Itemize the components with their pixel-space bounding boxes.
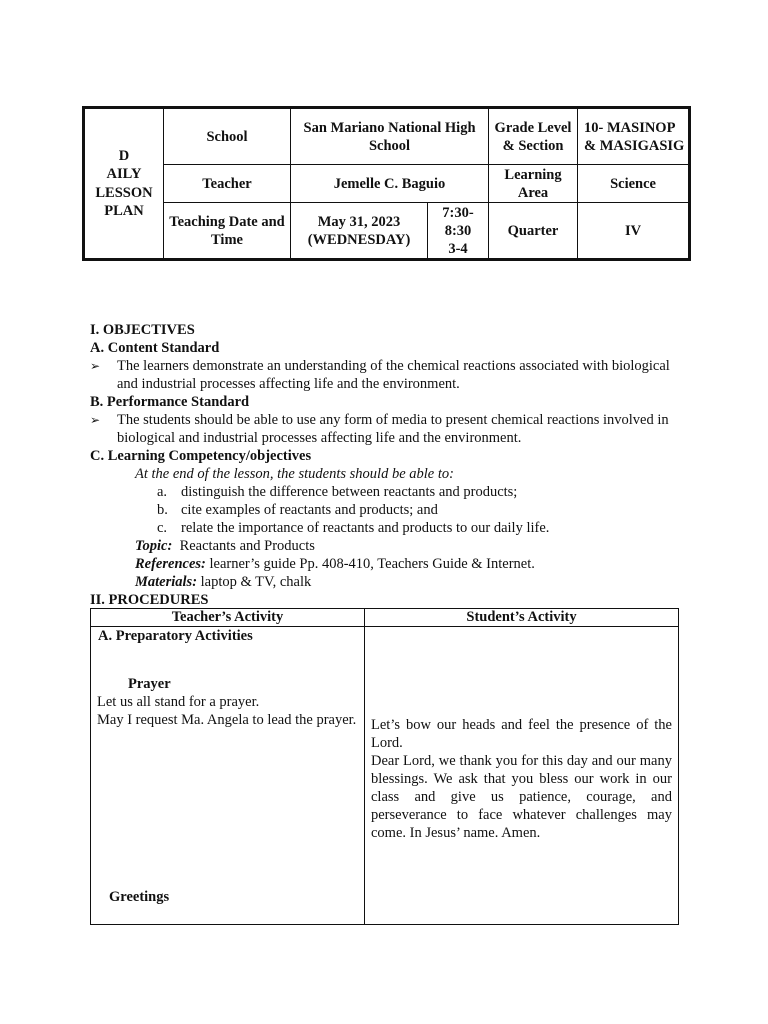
grade-level-value: 10- MASINOP & MASIGASIG bbox=[578, 108, 690, 165]
arrow-bullet-icon: ➢ bbox=[90, 359, 101, 373]
teacher-prayer-request: May I request Ma. Angela to lead the prayer. bbox=[97, 712, 357, 728]
materials-line: Materials: laptop & TV, chalk bbox=[135, 574, 312, 590]
student-prayer-intro: Let’s bow our heads and feel the presence of the Lord. bbox=[371, 717, 672, 751]
performance-standard-item: ➢ The students should be able to use any form of media to present chemical reactions involved in biological and industrial processes affecting life and the environment. bbox=[90, 412, 669, 446]
procedures-table bbox=[90, 608, 679, 925]
objectives-section bbox=[90, 321, 680, 609]
list-item: a. distinguish the difference between reactants and products; bbox=[157, 484, 518, 500]
content-standard-heading: A. Content Standard bbox=[90, 340, 220, 356]
quarter-value: IV bbox=[578, 203, 690, 260]
list-item: c. relate the importance of reactants and products to our daily life. bbox=[157, 520, 550, 536]
school-label: School bbox=[164, 108, 291, 165]
teaching-date-label: Teaching Date and Time bbox=[164, 203, 291, 260]
student-prayer-text: Dear Lord, we thank you for this day and our many blessings. We ask that you bless our work in our class and give us patience, courage, and perseverance to face whatever challenges may come. In Jesus’ name. Amen. bbox=[371, 753, 672, 841]
preparatory-activities-heading: A. Preparatory Activities bbox=[98, 628, 253, 644]
teaching-date-value: May 31, 2023 (WEDNESDAY) bbox=[291, 203, 428, 260]
learning-area-value: Science bbox=[578, 165, 690, 203]
topic-line: Topic: Reactants and Products bbox=[135, 538, 315, 554]
daily-lesson-plan-title: D AILY LESSON PLAN bbox=[84, 108, 164, 260]
teacher-activity-header: Teacher’s Activity bbox=[91, 609, 365, 627]
learning-area-label: Learning Area bbox=[489, 165, 578, 203]
learning-competency-heading: C. Learning Competency/objectives bbox=[90, 448, 312, 464]
list-item: b. cite examples of reactants and products; and bbox=[157, 502, 438, 518]
procedures-heading: II. PROCEDURES bbox=[90, 592, 209, 608]
lesson-plan-header-table bbox=[82, 106, 691, 261]
student-activity-header: Student’s Activity bbox=[365, 609, 679, 627]
prayer-heading: Prayer bbox=[128, 676, 171, 692]
student-activity-cell bbox=[365, 627, 679, 925]
teacher-label: Teacher bbox=[164, 165, 291, 203]
greetings-heading: Greetings bbox=[109, 889, 170, 905]
quarter-label: Quarter bbox=[489, 203, 578, 260]
grade-level-label: Grade Level & Section bbox=[489, 108, 578, 165]
teaching-time-value: 7:30- 8:30 3-4 bbox=[428, 203, 489, 260]
references-line: References: learner’s guide Pp. 408-410, Teachers Guide & Internet. bbox=[135, 556, 535, 572]
school-value: San Mariano National High School bbox=[291, 108, 489, 165]
teacher-activity-cell bbox=[91, 627, 365, 925]
teacher-value: Jemelle C. Baguio bbox=[291, 165, 489, 203]
competency-intro: At the end of the lesson, the students should be able to: bbox=[135, 466, 454, 482]
arrow-bullet-icon: ➢ bbox=[90, 413, 101, 427]
performance-standard-heading: B. Performance Standard bbox=[90, 394, 250, 410]
objectives-heading: I. OBJECTIVES bbox=[90, 322, 195, 338]
competency-list bbox=[90, 483, 680, 537]
content-standard-item: ➢ The learners demonstrate an understanding of the chemical reactions associated with biological and industrial processes affecting life and the environment. bbox=[90, 358, 670, 392]
teacher-prayer-line: Let us all stand for a prayer. bbox=[97, 694, 260, 710]
